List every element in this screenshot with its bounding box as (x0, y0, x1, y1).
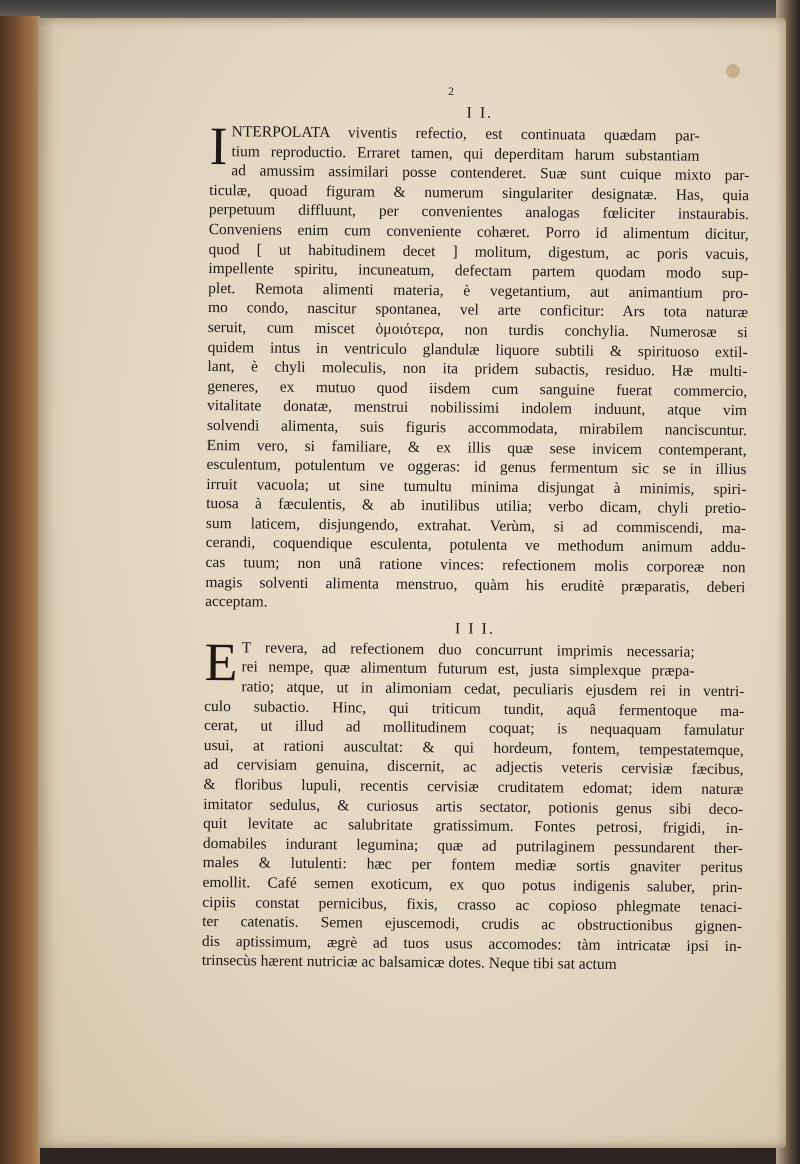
text-block (202, 100, 750, 976)
paragraph-3-lines (201, 631, 745, 976)
text-line: tium reproductio. Erraret tamen, qui deperditam harum substantiam (231, 142, 700, 165)
text-line: ticulæ, quoad figuram & numerum singulariter designatæ. Has, quia (209, 181, 750, 204)
text-line: domabiles indurant legumina; quæ ad putrilaginem pessundarent ther- (202, 834, 743, 857)
text-line: emollit. Café semen exoticum, ex quo potus indigenis saluber, prin- (202, 873, 743, 897)
text-line: rei nempe, quæ alimentum futurum est, justa simplexque præpa- (241, 658, 695, 681)
text-line: males & lutulenti: hæc per fontem mediæ sortis gnaviter peritus (202, 854, 743, 877)
text-line: Conveniens enim cum conveniente cohæret. Porro id alimentum dicitur, (208, 220, 749, 244)
text-line: sum laticem, disjungendo, extrahat. Verùm, si ad commiscendi, ma- (205, 514, 746, 538)
text-line: mo condo, nascitur spontanea, vel arte conficitur: Ars tota naturæ (207, 299, 749, 322)
book-binding (0, 16, 40, 1164)
page-number: 2 (448, 84, 454, 98)
text-line: acceptam. (205, 593, 268, 611)
text-line: cas tuum; non unâ ratione vinces: refectionem molis corporeæ non (205, 554, 746, 577)
text-line: esculentum, potulentum ve oggeras: id genus fermentum sic se in illius (206, 456, 747, 479)
drop-cap-3: E (204, 631, 238, 693)
text-line: ratio; atque, ut in alimoniam cedat, peculiaris ejusdem rei in ventri- (241, 678, 745, 701)
text-line: quit levitate ac salubritate gratissimum. Fontes petrosi, frigidi, in- (202, 815, 744, 838)
paragraph-3 (201, 631, 745, 976)
text-line: quod [ ut habitudinem decet ] molitum, digestum, ac poris vacuis, (208, 240, 749, 263)
text-line: lant, è chyli moleculis, non ita pridem subactis, residuo. Hæ multi- (207, 358, 748, 381)
text-line: trinsecùs hærent nutriciæ ac balsamicæ dotes. Neque tibi sat actum (201, 952, 617, 974)
text-line: seruit, cum miscet ὁμοιότερα, non turdis conchylia. Numerosæ si (207, 318, 748, 342)
text-line: impellente spiritu, incuneatum, defectam partem quodam modo sup- (208, 260, 749, 283)
text-line: dis aptissimum, ægrè ad tuos usus accomodes: tàm intricatæ ipsi in- (201, 932, 742, 955)
text-line: ad cervisiam genuina, discernit, ac adjectis veteris cervisiæ fæcibus, (203, 756, 744, 779)
text-line: plet. Remota alimenti materia, è vegetantium, aut animantium pro- (208, 279, 749, 302)
text-line: irruit vacuola; ut sine tumultu minima disjungat à minimis, spiri- (206, 475, 747, 498)
section-heading-3: I I I. (454, 620, 496, 638)
text-line: ter catenatis. Semen ejuscemodi, crudis ac obstructionibus gignen- (202, 913, 743, 936)
text-line: perpetuum diffluunt, per convenientes analogas fœliciter instaurabis. (208, 201, 750, 224)
text-line: solvendi alimenta, suis figuris accommodata, mirabilem nanciscuntur. (206, 416, 747, 440)
paper-stain (726, 64, 740, 78)
drop-cap-2: I (209, 115, 228, 177)
paragraph-2-lines (205, 115, 750, 617)
text-line: generes, ex mutuo quod iisdem cum sanguine fuerat commercio, (207, 377, 748, 400)
section-heading-2: I I. (466, 104, 494, 122)
text-line: cipiis constat pernicibus, fixis, crasso ac copioso phlegmate tenaci- (202, 893, 743, 916)
text-line: cerandi, coquendique esculenta, potulenta ve methodum animum addu- (205, 534, 746, 557)
text-line: culo subactio. Hinc, qui triticum tundit, aquâ fermentoque ma- (204, 697, 745, 720)
text-line: cerat, ut illud ad mollitudinem coquat; is nequaquam famulatur (203, 717, 745, 740)
text-line: usui, at rationi auscultat: & qui hordeum, fontem, tempestatemque, (203, 736, 744, 759)
text-line: Enim vero, si familiare, & ex illis quæ sese invicem contemperant, (206, 436, 747, 459)
text-line: tuosa à fæculentis, & ab inutilibus utilia; verbo dicam, chyli pretio- (206, 495, 747, 518)
text-line: & floribus lupuli, recentis cervisiæ cruditatem edomat; idem naturæ (203, 775, 744, 799)
text-line: vitalitate donatæ, menstrui nobilissimi indolem induunt, atque vim (206, 397, 748, 420)
text-line: magis solventi alimenta menstruo, quàm his eruditè præparatis, deberi (205, 573, 746, 596)
text-line: ad amussim assimilari posse contenderet. Suæ sunt cuique mixto par- (231, 162, 750, 185)
text-line: T revera, ad refectionem duo concurrunt imprimis necessaria; (241, 639, 695, 661)
text-line: NTERPOLATA viventis refectio, est continuata quædam par- (231, 123, 700, 145)
text-line: quidem intus in ventriculo glandulæ liquore subtili & spirituoso extil- (207, 338, 748, 361)
text-line: imitator sedulus, & curiosus artis sectator, potionis genus sibi deco- (203, 795, 744, 818)
paragraph-2 (205, 115, 750, 617)
